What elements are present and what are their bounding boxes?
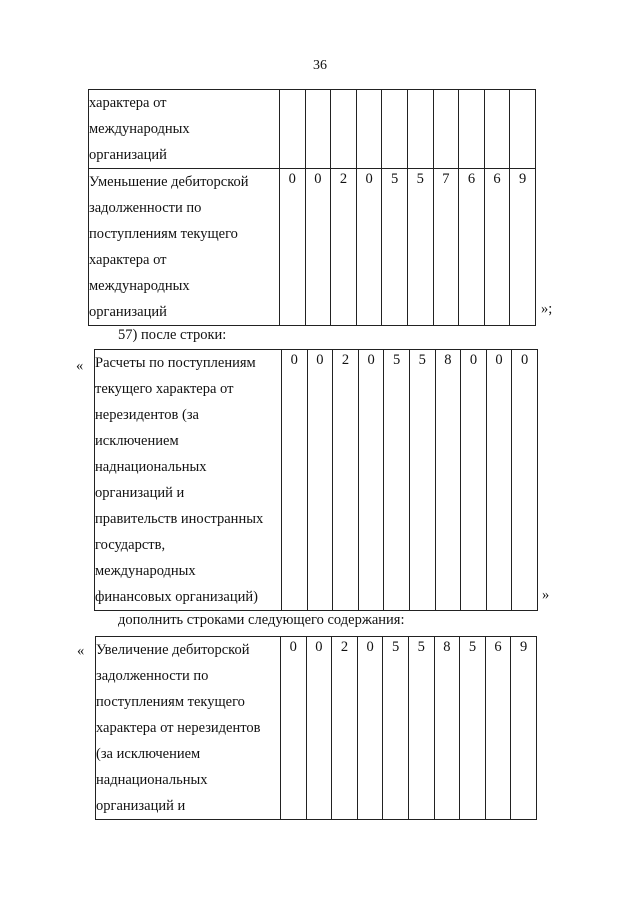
- code-digit-cell: 5: [409, 350, 435, 611]
- label-line: Уменьшение дебиторской: [89, 174, 249, 190]
- code-digit-cell: 5: [460, 637, 486, 820]
- code-digit-cell: 0: [306, 637, 332, 820]
- code-digit-cell: [331, 90, 357, 169]
- code-digit-cell: 6: [484, 169, 510, 326]
- row-label: [89, 90, 280, 169]
- code-digit-cell: 5: [382, 169, 408, 326]
- page-number: 36: [313, 58, 327, 73]
- code-digit-cell: [510, 90, 536, 169]
- code-digit-cell: 5: [408, 637, 434, 820]
- label-line: организаций: [89, 304, 167, 320]
- table-row: [95, 350, 538, 611]
- code-digit-cell: 8: [435, 350, 461, 611]
- label-line: нерезидентов (за: [95, 407, 199, 423]
- code-digit-cell: [407, 90, 433, 169]
- code-digit-cell: 9: [510, 169, 536, 326]
- code-table-1: [88, 89, 536, 326]
- code-digit-cell: 9: [511, 637, 537, 820]
- code-digit-cell: 0: [282, 350, 308, 611]
- code-digit-cell: [459, 90, 485, 169]
- paragraph-after-line: 57) после строки:: [118, 327, 227, 343]
- code-digit-cell: 2: [333, 350, 359, 611]
- code-digit-cell: 0: [486, 350, 512, 611]
- code-digit-cell: 6: [459, 169, 485, 326]
- row-label: [89, 169, 280, 326]
- closing-quote: »: [542, 587, 550, 603]
- opening-quote: «: [76, 358, 84, 374]
- label-line: поступлениям текущего: [89, 226, 238, 242]
- label-line: текущего характера от: [95, 381, 234, 397]
- code-digit-cell: 8: [434, 637, 460, 820]
- label-line: характера от: [89, 252, 167, 268]
- label-line: международных: [89, 121, 190, 137]
- code-table-3: [95, 636, 537, 820]
- code-digit-cell: [484, 90, 510, 169]
- table-row: [89, 169, 536, 326]
- label-line: Увеличение дебиторской: [96, 642, 250, 658]
- code-digit-cell: 0: [307, 350, 333, 611]
- label-line: задолженности по: [89, 200, 202, 216]
- label-line: наднациональных: [96, 772, 208, 788]
- table-row: [89, 90, 536, 169]
- label-line: международных: [89, 278, 190, 294]
- code-digit-cell: [356, 90, 382, 169]
- paragraph-supplement: дополнить строками следующего содержания:: [118, 612, 405, 628]
- label-line: Расчеты по поступлениям: [95, 355, 256, 371]
- label-line: международных: [95, 563, 196, 579]
- code-digit-cell: [305, 90, 331, 169]
- label-line: наднациональных: [95, 459, 207, 475]
- label-line: характера от нерезидентов: [96, 720, 261, 736]
- code-digit-cell: 0: [461, 350, 487, 611]
- label-line: организаций: [89, 147, 167, 163]
- label-line: финансовых организаций): [95, 589, 258, 605]
- label-line: организаций и: [96, 798, 186, 814]
- code-digit-cell: 0: [358, 350, 384, 611]
- code-digit-cell: 7: [433, 169, 459, 326]
- code-digit-cell: 2: [332, 637, 358, 820]
- label-line: поступлениям текущего: [96, 694, 245, 710]
- code-digit-cell: 5: [407, 169, 433, 326]
- code-digit-cell: 0: [356, 169, 382, 326]
- code-digit-cell: 5: [384, 350, 410, 611]
- code-digit-cell: 6: [485, 637, 511, 820]
- code-digit-cell: 0: [305, 169, 331, 326]
- code-digit-cell: 2: [331, 169, 357, 326]
- label-line: исключением: [95, 433, 179, 449]
- label-line: характера от: [89, 95, 167, 111]
- table-row: [96, 637, 537, 820]
- row-label: [95, 350, 282, 611]
- row-label: [96, 637, 281, 820]
- code-digit-cell: 0: [357, 637, 383, 820]
- code-digit-cell: [433, 90, 459, 169]
- opening-quote: «: [77, 643, 85, 659]
- label-line: организаций и: [95, 485, 185, 501]
- closing-quote: »;: [541, 301, 553, 317]
- code-digit-cell: 0: [281, 637, 307, 820]
- code-digit-cell: [382, 90, 408, 169]
- label-line: государств,: [95, 537, 166, 553]
- code-table-2: [94, 349, 538, 611]
- code-digit-cell: 0: [280, 169, 306, 326]
- label-line: (за исключением: [96, 746, 201, 762]
- label-line: задолженности по: [96, 668, 209, 684]
- code-digit-cell: 5: [383, 637, 409, 820]
- code-digit-cell: 0: [512, 350, 538, 611]
- label-line: правительств иностранных: [95, 511, 264, 527]
- code-digit-cell: [280, 90, 306, 169]
